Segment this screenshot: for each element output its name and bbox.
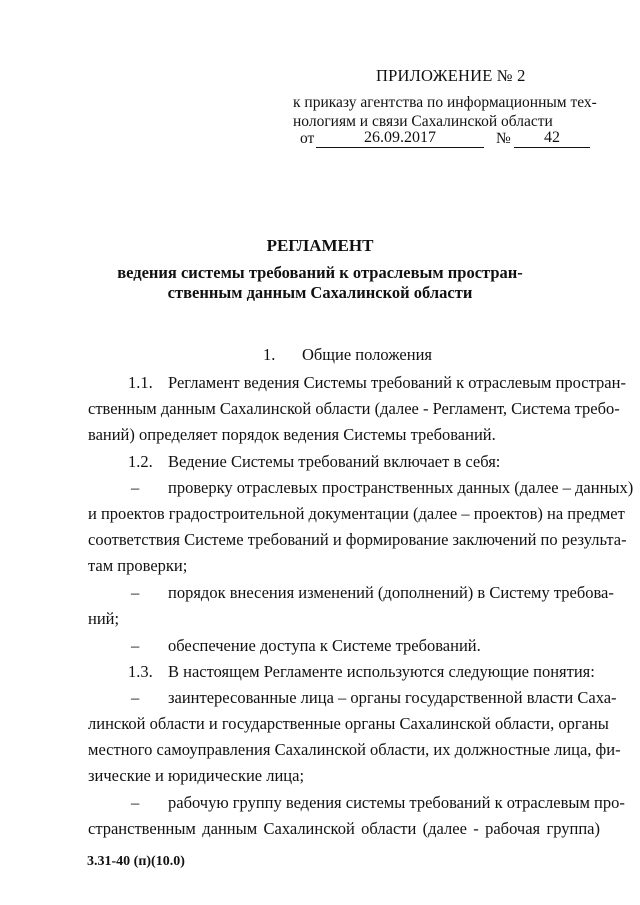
item-b-line-1: порядок внесения изменений (дополнений) в Систему требова- bbox=[168, 583, 614, 602]
para-1-2-line-1: Ведение Системы требований включает в себя: bbox=[168, 452, 501, 471]
def-b-line-2: странственным данным Сахалинской области (далее - рабочая группа) bbox=[88, 819, 600, 838]
def-a-line-3: местного самоуправления Сахалинской области, их должностные лица, фи- bbox=[88, 740, 621, 759]
appendix-title: ПРИЛОЖЕНИЕ № 2 bbox=[376, 66, 526, 85]
list-dash: – bbox=[131, 688, 140, 707]
item-a-line-2: и проектов градостроительной документации (далее – проектов) на предмет bbox=[88, 504, 625, 523]
document-subtitle-line-2: ственным данным Сахалинской области bbox=[167, 283, 473, 302]
para-1-2-number: 1.2. bbox=[128, 452, 153, 471]
order-number-field: 42 bbox=[514, 129, 590, 148]
order-date-field: 26.09.2017 bbox=[316, 129, 484, 148]
def-a-line-4: зические и юридические лица; bbox=[88, 766, 305, 785]
item-c-line-1: обеспечение доступа к Системе требований. bbox=[168, 636, 481, 655]
document-subtitle-line-1: ведения системы требований к отраслевым простран- bbox=[117, 263, 523, 282]
order-line-1: к приказу агентства по информационным тех- bbox=[293, 94, 597, 111]
from-label: от bbox=[300, 130, 315, 147]
section-heading: Общие положения bbox=[302, 345, 432, 364]
para-1-3-number: 1.3. bbox=[128, 662, 153, 681]
list-dash: – bbox=[131, 793, 140, 812]
section-number: 1. bbox=[263, 345, 276, 364]
item-a-line-1: проверку отраслевых пространственных данных (далее – данных) bbox=[168, 478, 634, 497]
item-a-line-4: там проверки; bbox=[88, 556, 188, 575]
document-title: РЕГЛАМЕНТ bbox=[266, 236, 374, 255]
para-1-1-line-1: Регламент ведения Системы требований к отраслевым простран- bbox=[168, 373, 626, 392]
list-dash: – bbox=[131, 636, 140, 655]
list-dash: – bbox=[131, 583, 140, 602]
order-line-2: нологиям и связи Сахалинской области bbox=[293, 113, 553, 130]
para-1-1-number: 1.1. bbox=[128, 373, 153, 392]
para-1-1-line-2: ственным данным Сахалинской области (далее - Регламент, Система требо- bbox=[88, 399, 620, 418]
footer-code: 3.31-40 (п)(10.0) bbox=[87, 854, 185, 869]
item-b-line-2: ний; bbox=[88, 609, 120, 628]
def-b-line-1: рабочую группу ведения системы требований к отраслевым про- bbox=[168, 793, 625, 812]
para-1-1-line-3: ваний) определяет порядок ведения Системы требований. bbox=[88, 425, 496, 444]
number-label: № bbox=[496, 130, 511, 147]
def-a-line-2: линской области и государственные органы Сахалинской области, органы bbox=[88, 714, 609, 733]
para-1-3-line-1: В настоящем Регламенте используются следующие понятия: bbox=[168, 662, 595, 681]
def-a-line-1: заинтересованные лица – органы государственной власти Саха- bbox=[168, 688, 617, 707]
list-dash: – bbox=[131, 478, 140, 497]
item-a-line-3: соответствия Системе требований и формирование заключений по результа- bbox=[88, 530, 627, 549]
